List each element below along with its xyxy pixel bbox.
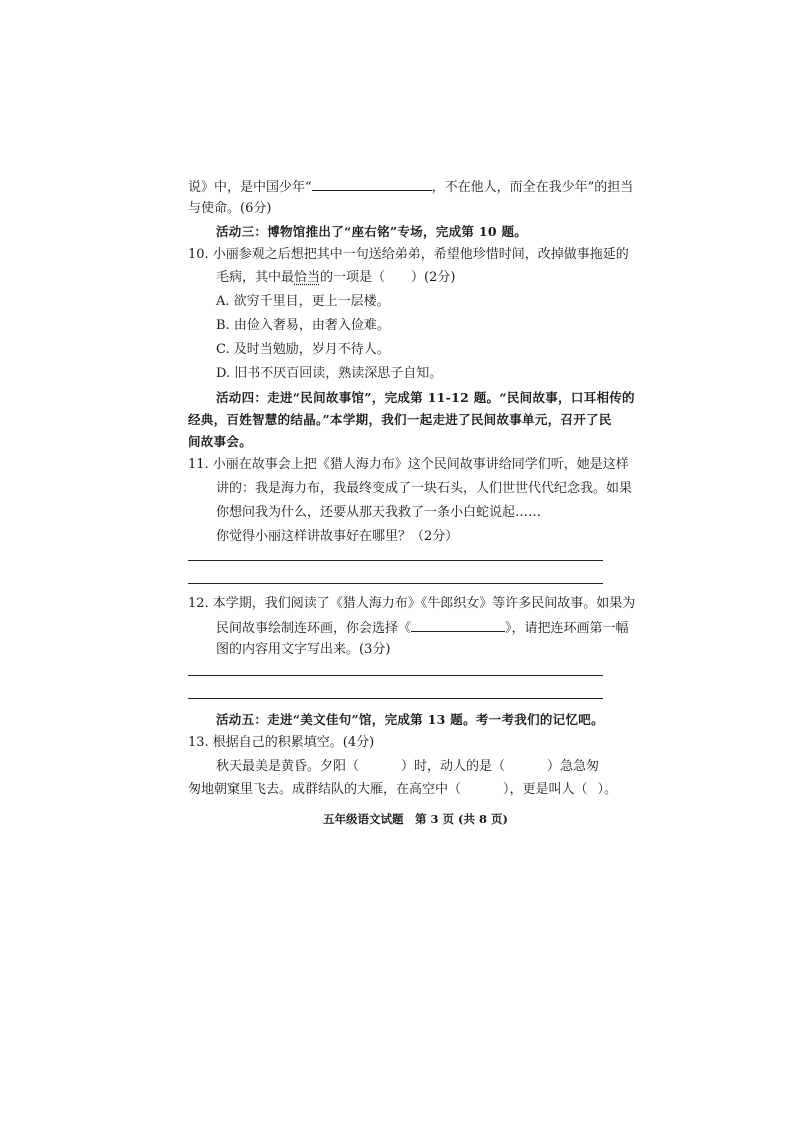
q13-line-1: 13. 根据自己的积累填空。(4分) [188,735,375,750]
q13-line-2 [216,759,599,775]
q9-text-b: ，不在他人，而全在我少年”的担当 [431,180,634,195]
q11-line-2: 讲的：我是海力布，我最终变成了一块石头，人们世世代代纪念我。如果 [216,481,633,496]
q12-story-blank[interactable] [411,619,505,632]
q10-line-1: 10. 小丽参观之后想把其中一句送给弟弟，希望他珍惜时间，改掉做事拖延的 [188,247,629,262]
q9-line-1 [188,178,633,196]
q12-line-2 [216,619,629,637]
q13-text-a: 秋天最美是黄昏。夕阳（ [216,759,360,774]
activity-5-heading: 活动五：走进“美文佳句”馆，完成第 13 题。考一考我们的记忆吧。 [216,712,604,727]
q13-text-d: 匆地朝窠里飞去。成群结队的大雁，在高空中（ [188,782,462,797]
q12-answer-line-1[interactable] [188,675,603,676]
activity-4-line-2: 经典，百姓智慧的结晶。”本学期，我们一起走进了民间故事单元，召开了民 [188,412,612,427]
q12-text-b: 》，请把连环画第一幅 [505,621,629,636]
q11-line-4: 你觉得小丽这样讲故事好在哪里？（2分） [216,529,459,544]
q13-text-e: ），更是叫人（ [503,782,588,797]
q11-answer-line-2[interactable] [188,583,603,584]
q11-line-3: 你想问我为什么，还要从那天我救了一条小白蛇说起…… [216,505,542,520]
q9-line-2: 与使命。(6分) [188,201,272,216]
q13-text-b: ）时，动人的是（ [401,759,506,774]
q9-answer-blank[interactable] [312,178,432,191]
q9-text-a: 说》中，是中国少年“ [188,180,312,195]
q13-line-3 [188,782,617,798]
q10-option-a[interactable]: A. 欲穷千里目，更上一层楼。 [216,294,390,309]
q12-text-a: 民间故事绘制连环画，你会选择《 [216,621,412,636]
q13-text-f: ）。 [597,782,618,797]
activity-3-heading: 活动三：博物馆推出了“座右铭”专场，完成第 10 题。 [216,224,528,239]
activity-4-line-3: 间故事会。 [188,434,253,449]
q11-line-1: 11. 小丽在故事会上把《猎人海力布》这个民间故事讲给同学们听，她是这样 [188,457,629,472]
q10-option-b[interactable]: B. 由俭入奢易，由奢入俭难。 [216,318,390,333]
q11-answer-line-1[interactable] [188,560,603,561]
q10-option-d[interactable]: D. 旧书不厌百回读，熟读深思子自知。 [216,366,443,381]
q12-line-3: 图的内容用文字写出来。(3分) [216,642,391,657]
q10-line-2 [216,270,455,286]
q10-option-c[interactable]: C. 及时当勉励，岁月不待人。 [216,342,390,357]
q13-text-c: ）急急匆 [547,759,600,774]
q10-text-c: 的一项是（ ）(2分) [320,270,456,285]
q12-answer-line-2[interactable] [188,698,603,699]
q10-emphasis: 恰当 [294,270,321,285]
activity-4-line-1: 活动四：走进“民间故事馆”，完成第 11-12 题。“民间故事，口耳相传的 [216,390,635,405]
q12-line-1: 12. 本学期，我们阅读了《猎人海力布》《牛郎织女》等许多民间故事。如果为 [188,596,636,611]
page-footer: 五年级语文试题 第 3 页 (共 8 页) [323,812,508,826]
q10-text-a: 毛病，其中最 [216,270,295,285]
